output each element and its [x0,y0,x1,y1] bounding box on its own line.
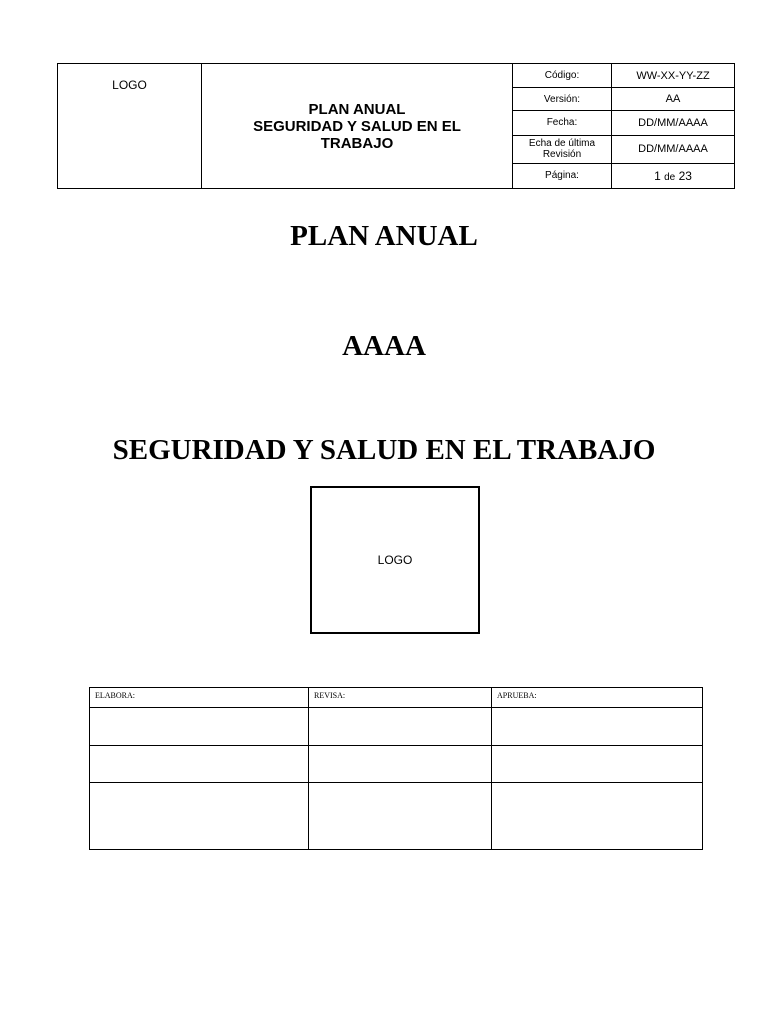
version-label: Versión: [513,88,612,111]
page-of: de [664,171,676,183]
page-total: 23 [678,168,692,183]
document-header [57,63,735,189]
aprueba-cell[interactable] [492,746,703,783]
version-value: AA [612,88,735,111]
revision-date-label: Echa de última Revisión [513,135,612,163]
signature-table [89,687,703,850]
date-value: DD/MM/AAAA [612,111,735,135]
header-title-line: TRABAJO [320,134,394,152]
table-row [90,746,703,783]
table-row [90,708,703,746]
page-number [612,163,735,188]
header-title [202,64,513,189]
table-row [90,783,703,850]
page-current: 1 [654,168,661,183]
center-logo-placeholder [310,486,480,634]
code-label: Código: [513,64,612,88]
header-title-line: PLAN ANUAL [308,100,406,118]
aprueba-header: APRUEBA: [492,688,703,708]
plan-year: AAAA [342,330,426,362]
header-logo-placeholder: LOGO [58,64,202,189]
date-label: Fecha: [513,111,612,135]
elabora-cell[interactable] [90,783,309,850]
revisa-cell[interactable] [309,746,492,783]
elabora-cell[interactable] [90,708,309,746]
header-title-line: SEGURIDAD Y SALUD EN EL [253,117,461,135]
elabora-cell[interactable] [90,746,309,783]
aprueba-cell[interactable] [492,783,703,850]
revisa-header: REVISA: [309,688,492,708]
revisa-cell[interactable] [309,783,492,850]
center-logo-label: LOGO [377,553,413,567]
page-label: Página: [513,163,612,188]
revisa-cell[interactable] [309,708,492,746]
main-title: PLAN ANUAL [290,220,478,252]
main-subtitle: SEGURIDAD Y SALUD EN EL TRABAJO [112,434,656,466]
revision-date-value: DD/MM/AAAA [612,135,735,163]
elabora-header: ELABORA: [90,688,309,708]
code-value: WW-XX-YY-ZZ [612,64,735,88]
aprueba-cell[interactable] [492,708,703,746]
